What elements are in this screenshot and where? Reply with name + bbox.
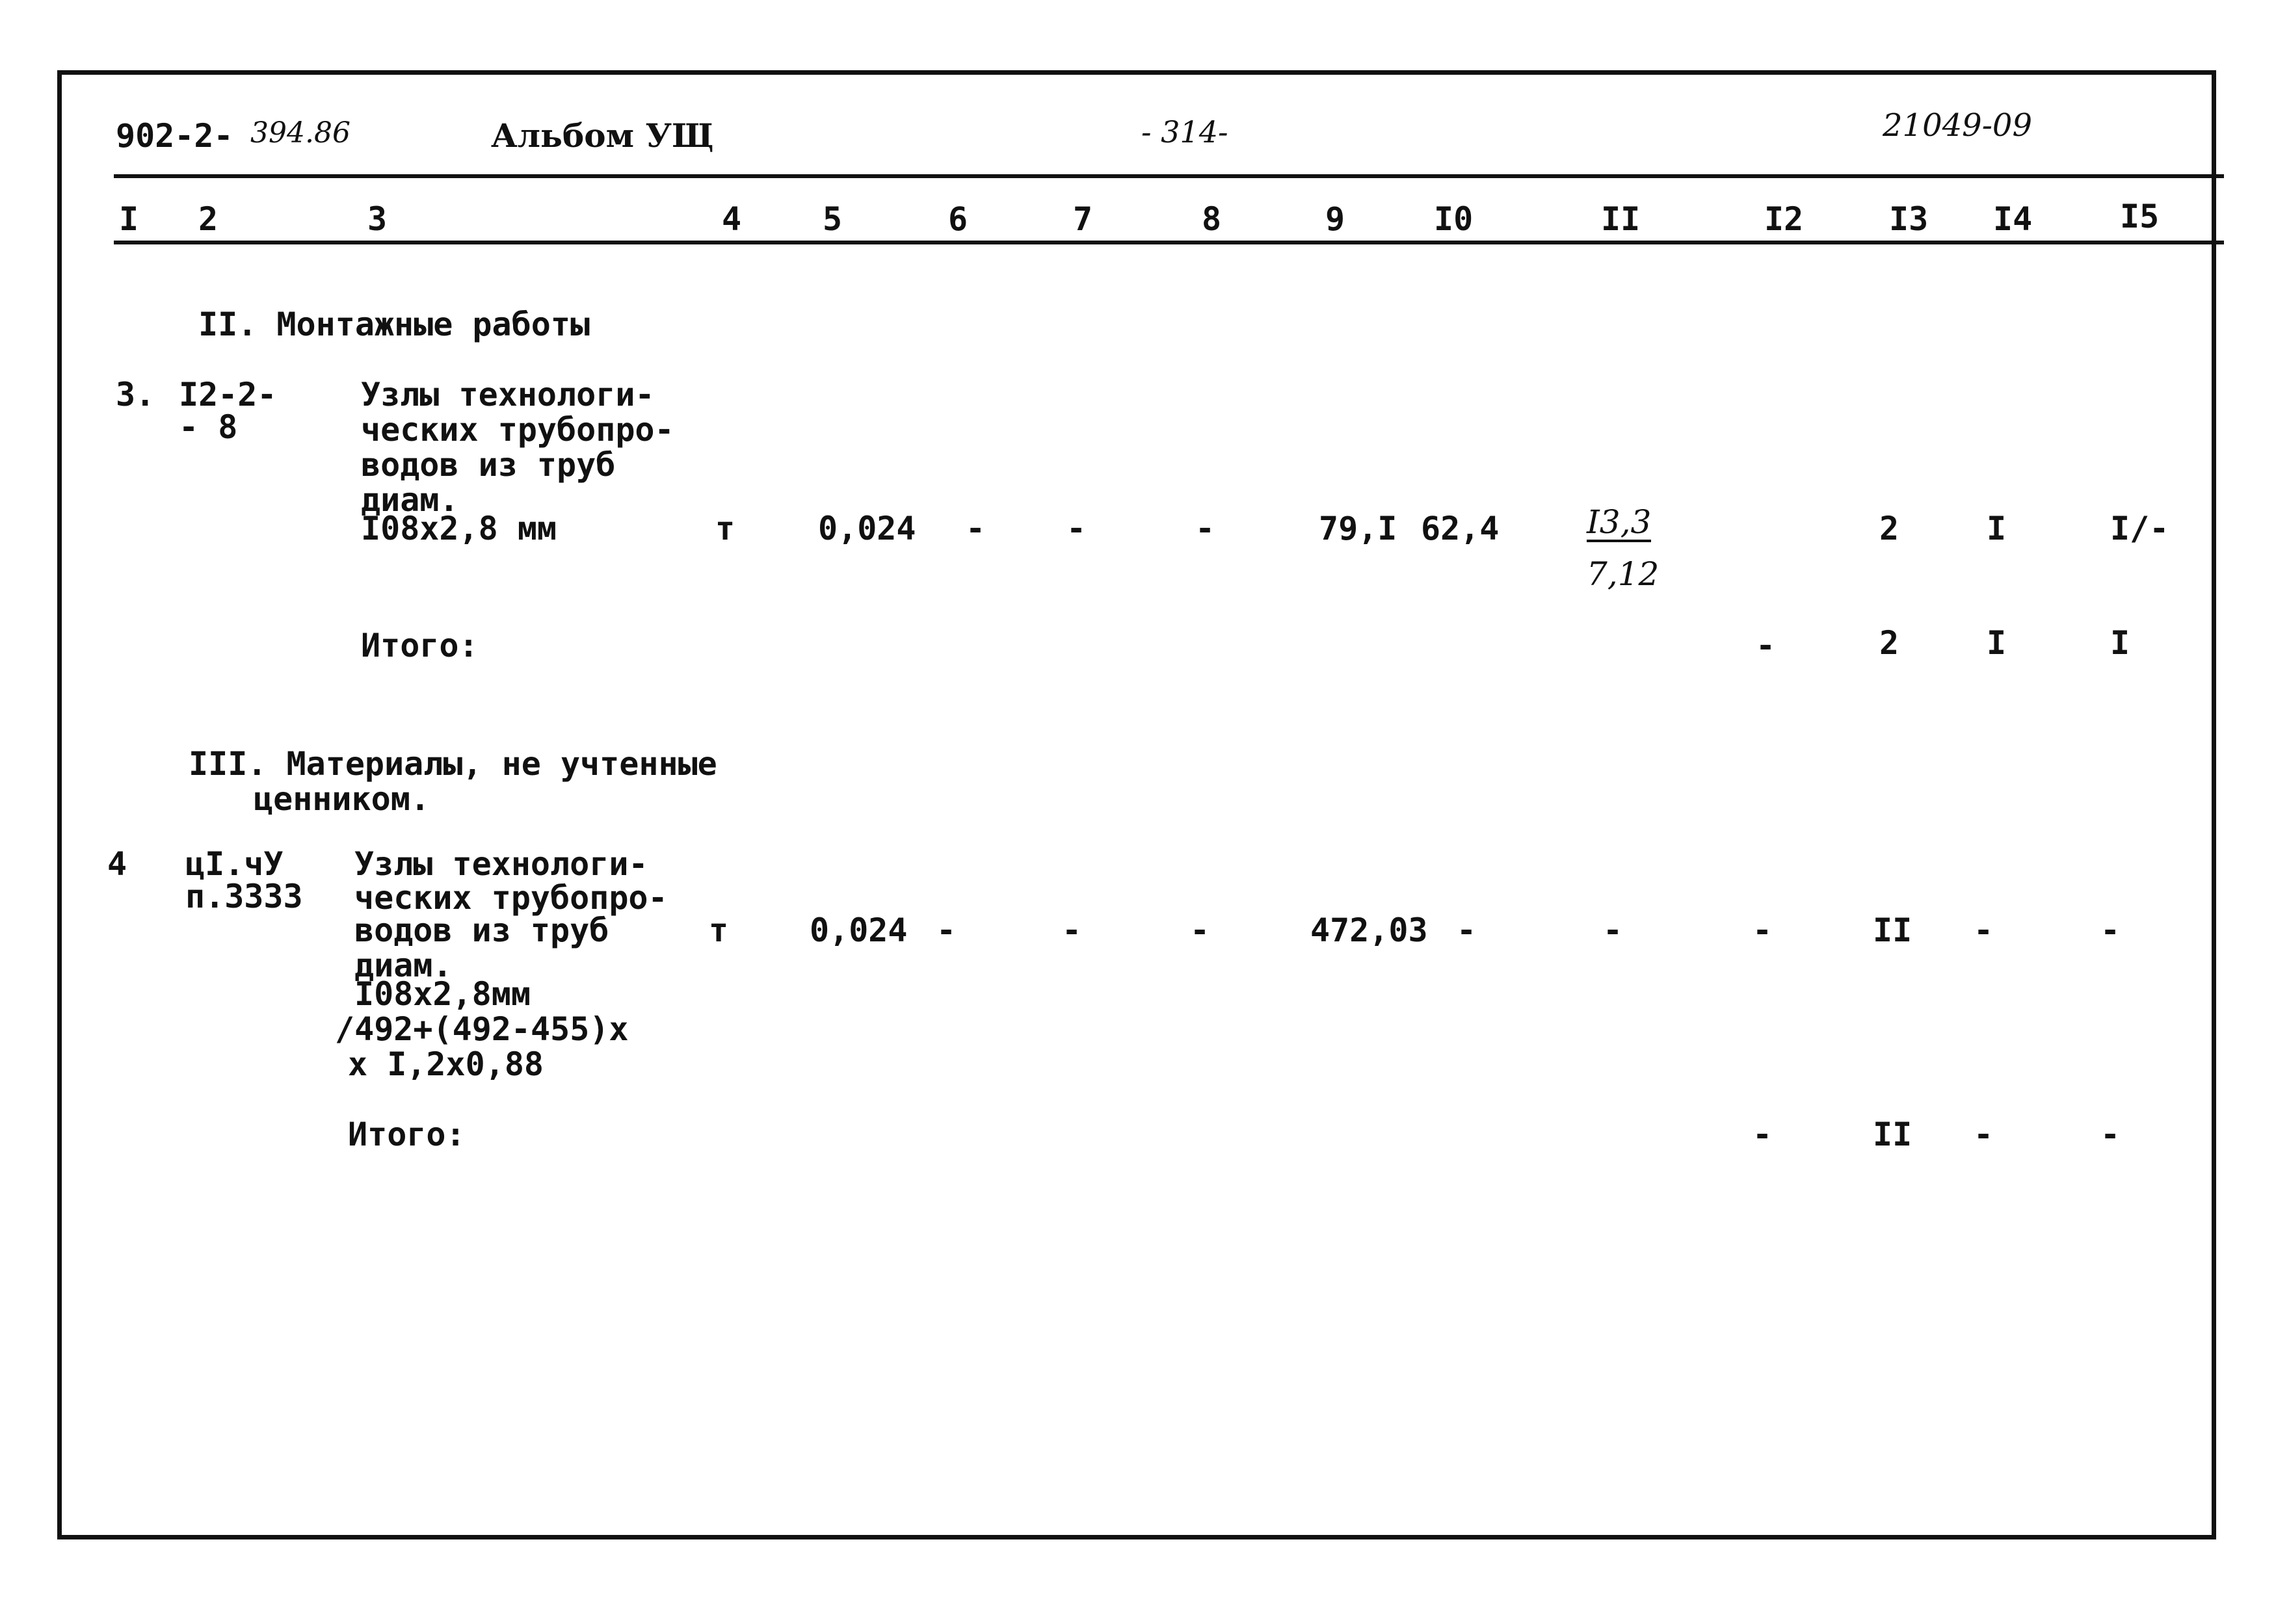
column-number: I5	[2120, 198, 2160, 235]
section-title: II. Монтажные работы	[198, 306, 590, 343]
description-line: I08x2,8 мм	[361, 510, 557, 547]
total-col14: I	[1987, 624, 2007, 662]
album-title: Альбом УЩ	[491, 116, 714, 155]
description-line: ческих трубопро-	[361, 411, 674, 449]
column-number: I	[119, 200, 139, 238]
column-number: 7	[1073, 200, 1093, 238]
cell-col7: -	[1066, 510, 1087, 547]
description-line: /492+(492-455)x	[335, 1010, 629, 1048]
cell-col10: 62,4	[1421, 510, 1500, 547]
column-number: 4	[722, 200, 742, 238]
header-rule-bottom	[114, 241, 2224, 244]
total-col14: -	[1974, 1116, 1994, 1153]
cell-col9: 472,03	[1310, 911, 1428, 949]
row-number: 4	[107, 845, 127, 883]
total-col12: -	[1756, 627, 1776, 664]
column-number: II	[1601, 200, 1641, 238]
row-number: 3.	[116, 376, 155, 413]
column-number: 6	[948, 200, 968, 238]
section-title: III. Материалы, не учтенные	[189, 745, 717, 783]
cell-col12: -	[1753, 911, 1773, 949]
cell-col10: -	[1457, 911, 1477, 949]
description-line: Узлы технологи-	[361, 376, 655, 413]
column-number: 3	[367, 200, 388, 238]
header-rule-top	[114, 174, 2224, 178]
doc-code: 902-2-	[116, 117, 233, 155]
description-line: диам.	[354, 947, 453, 984]
description-line: водов из труб	[361, 446, 616, 484]
cell-col14: I	[1987, 510, 2007, 547]
cell-col11-numerator: I3,3	[1587, 503, 1652, 541]
total-col13: II	[1873, 1116, 1912, 1153]
cell-col14: -	[1974, 911, 1994, 949]
cell-col8: -	[1190, 911, 1210, 949]
description-line: I08x2,8мм	[354, 975, 531, 1013]
column-number: I4	[1993, 200, 2033, 238]
description-line: x I,2x0,88	[348, 1045, 544, 1083]
cell-col6: -	[966, 510, 986, 547]
doc-number: 21049-09	[1883, 107, 2032, 144]
cell-col7: -	[1062, 911, 1082, 949]
cell-col9: 79,I	[1319, 510, 1397, 547]
column-number: I2	[1764, 200, 1804, 238]
cell-col15: I/-	[2110, 510, 2169, 547]
doc-code-handwritten: 394.86	[250, 116, 351, 150]
description-line: Узлы технологи-	[354, 845, 648, 883]
section-title: ценником.	[254, 780, 430, 818]
cell-col8: -	[1195, 510, 1215, 547]
cell-col6: -	[936, 911, 957, 949]
price-code-line: цI.чУ	[185, 845, 284, 883]
cell-col13: II	[1873, 911, 1912, 949]
total-label: Итого:	[361, 627, 479, 664]
description-line: диам.	[361, 481, 459, 519]
price-code-line: I2-2-	[179, 376, 277, 413]
cell-col11-denominator: 7,12	[1587, 555, 1660, 593]
total-col15: I	[2110, 624, 2130, 662]
total-col12: -	[1753, 1116, 1773, 1153]
page-number: - 314-	[1141, 114, 1228, 150]
column-number: I0	[1434, 200, 1474, 238]
total-col13: 2	[1879, 624, 1899, 662]
unit-cell: т	[709, 911, 729, 949]
cell-col15: -	[2100, 911, 2121, 949]
cell-col11: -	[1603, 911, 1623, 949]
column-number: 9	[1325, 200, 1345, 238]
total-col15: -	[2100, 1116, 2121, 1153]
price-code-line: п.3333	[185, 878, 303, 915]
column-number: 5	[823, 200, 843, 238]
cell-col13: 2	[1879, 510, 1899, 547]
quantity-cell: 0,024	[818, 510, 916, 547]
price-code-line: - 8	[179, 408, 238, 446]
total-label: Итого:	[348, 1116, 466, 1153]
column-number: I3	[1889, 200, 1929, 238]
column-number: 2	[198, 200, 218, 238]
quantity-cell: 0,024	[810, 911, 908, 949]
unit-cell: т	[715, 510, 735, 547]
description-line: ческих трубопро-	[354, 879, 668, 917]
description-line: водов из труб	[354, 911, 609, 949]
column-number: 8	[1202, 200, 1222, 238]
